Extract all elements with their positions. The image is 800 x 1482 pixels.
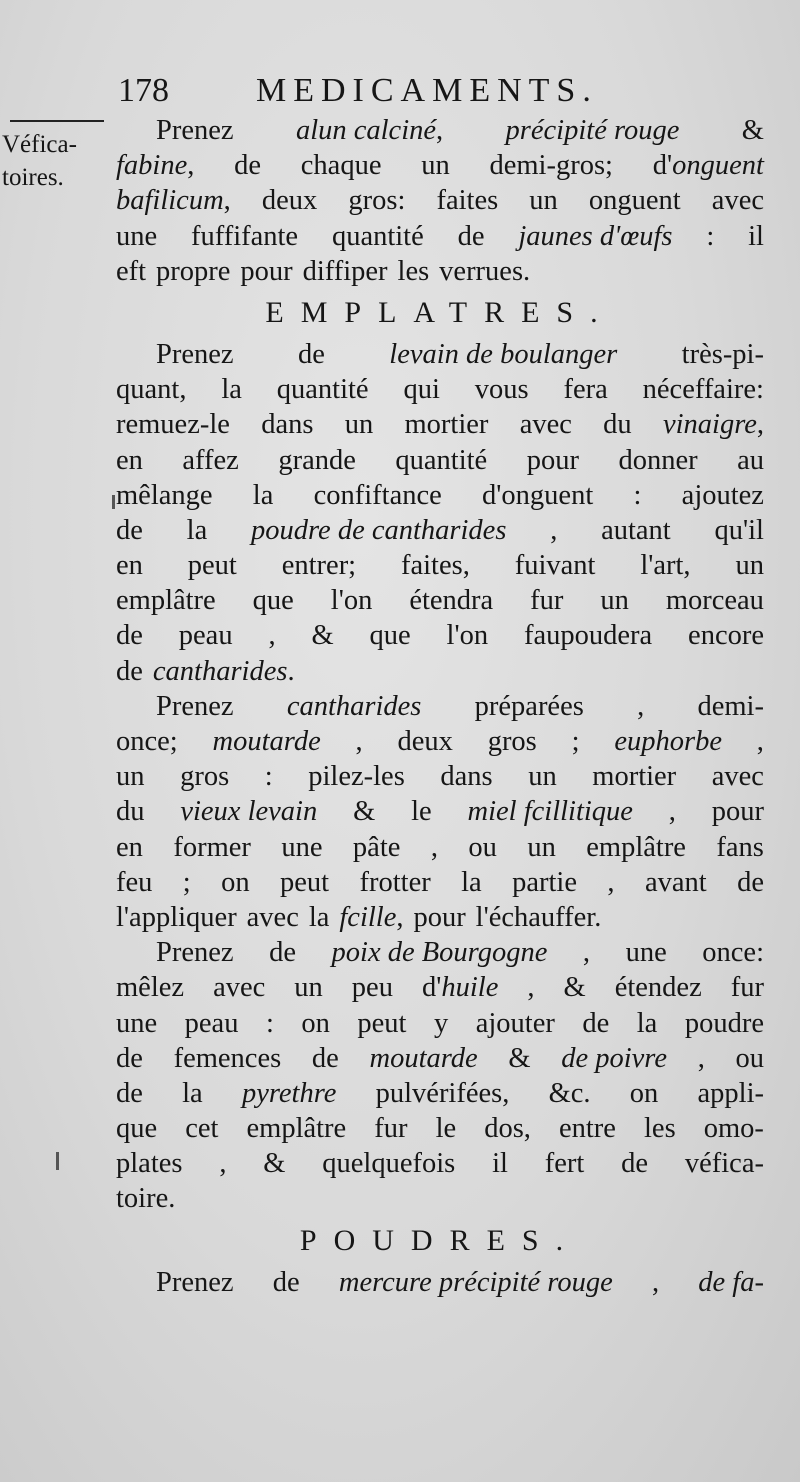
margin-rule — [10, 120, 104, 122]
word: propre — [156, 255, 231, 287]
word: mêlez — [116, 972, 185, 1004]
paragraph-mercure — [116, 1265, 764, 1300]
word: & — [741, 115, 764, 146]
word: avec — [246, 901, 299, 933]
word: on — [221, 866, 250, 898]
word: en — [116, 550, 143, 582]
word: dos, — [484, 1113, 531, 1145]
word: vieux levain — [180, 796, 318, 828]
word: , — [697, 1042, 705, 1074]
word: mortier — [592, 761, 677, 793]
word: verrues. — [439, 255, 531, 287]
word: mêlange — [116, 479, 213, 511]
word: poudre de cantharides — [251, 514, 507, 546]
paragraph-cantharides — [116, 689, 764, 935]
word: de — [621, 1148, 649, 1180]
word: quelquefois — [322, 1148, 456, 1180]
word: jaunes d'œufs — [518, 220, 673, 252]
word: de — [737, 866, 764, 898]
word: : — [264, 761, 273, 793]
margin-note — [2, 128, 108, 194]
text-line — [116, 337, 764, 372]
word: du — [116, 796, 145, 828]
word: euphorbe — [614, 726, 722, 757]
word: cet — [185, 1113, 219, 1145]
word: & — [508, 1042, 531, 1074]
word: demi- — [697, 690, 764, 722]
text-line — [116, 254, 764, 289]
word: avec — [711, 185, 764, 217]
word: omo- — [703, 1113, 764, 1145]
page-number: 178 — [118, 72, 169, 109]
word: de — [311, 1042, 339, 1074]
word: peut — [357, 1007, 407, 1039]
word: le — [435, 1113, 457, 1145]
word: fuivant — [514, 550, 596, 582]
word: l'on — [446, 620, 489, 652]
word: Prenez — [156, 690, 234, 722]
word: de poivre — [561, 1042, 667, 1074]
word: gros: — [348, 185, 406, 217]
word: emplâtre — [116, 585, 216, 617]
word: , — [268, 620, 276, 652]
word: de — [457, 220, 485, 252]
text-line — [116, 865, 764, 900]
word: qu'il — [714, 514, 764, 546]
word: de — [116, 620, 143, 652]
word: ; — [571, 726, 580, 757]
word: avec — [213, 972, 266, 1004]
word: , — [607, 866, 615, 898]
word: ajouter — [475, 1007, 555, 1039]
word: peau — [178, 620, 233, 652]
word: peu — [351, 972, 393, 1004]
word: un — [600, 585, 629, 617]
word: , — [756, 726, 764, 757]
word: en — [116, 444, 143, 476]
text-line — [116, 113, 764, 148]
word: ou — [468, 831, 497, 863]
word: partie — [512, 866, 578, 898]
word: , — [527, 972, 535, 1004]
word: l'appliquer — [116, 901, 237, 933]
word: en — [116, 831, 143, 863]
word: peut — [187, 550, 237, 582]
margin-speck — [112, 495, 115, 509]
word: la — [182, 1077, 203, 1109]
word: ; — [182, 866, 191, 898]
word: bafilicum, — [116, 185, 231, 217]
word: un — [529, 185, 558, 217]
word: de fa- — [698, 1266, 764, 1298]
word: pour — [711, 796, 764, 828]
text-line — [116, 1265, 764, 1300]
text-line — [116, 548, 764, 583]
word: quantité — [276, 374, 369, 406]
word: plates — [116, 1148, 183, 1180]
word: une — [625, 937, 667, 969]
word: la — [308, 901, 330, 933]
text-line — [116, 478, 764, 513]
text-line — [116, 183, 764, 218]
word: pyrethre — [241, 1077, 337, 1109]
word: remuez-le — [116, 409, 230, 441]
word: &c. — [548, 1077, 591, 1109]
word: femences — [173, 1042, 282, 1074]
margin-note-line: toires. — [2, 164, 64, 191]
text-line — [116, 935, 764, 970]
word: avant — [644, 866, 707, 898]
word: un — [421, 150, 450, 182]
text-line — [116, 689, 764, 724]
body-text — [116, 113, 764, 1300]
text-line — [116, 1076, 764, 1111]
text-line — [116, 830, 764, 865]
word: alun calciné, — [295, 115, 444, 146]
section-title-poudres: POUDRES. — [299, 1223, 581, 1257]
word: pour — [526, 444, 579, 476]
word: de — [234, 150, 262, 182]
word: appli- — [697, 1077, 764, 1109]
word: : — [706, 220, 715, 252]
text-line — [116, 1006, 764, 1041]
word: feu — [116, 866, 153, 898]
word: gros — [180, 761, 230, 793]
word: pâte — [352, 831, 401, 863]
word: , — [550, 514, 558, 546]
margin-note-line: Véfica- — [2, 131, 77, 158]
word: former — [173, 831, 251, 863]
text-line — [116, 407, 764, 442]
word: once: — [702, 937, 764, 969]
word: moutarde — [369, 1042, 478, 1074]
word: donner — [618, 444, 698, 476]
word: précipité rouge — [505, 115, 680, 146]
word: gros — [487, 726, 537, 757]
word: diffiper — [302, 255, 388, 287]
text-line — [116, 618, 764, 653]
word: une — [116, 1007, 158, 1039]
word: d'onguent — [482, 479, 594, 511]
word: autant — [601, 514, 671, 546]
word: il — [492, 1148, 508, 1180]
word: faites — [436, 185, 499, 217]
word: le — [411, 796, 432, 828]
word: un — [527, 831, 556, 863]
text-line — [116, 900, 764, 935]
word: qui — [403, 374, 440, 406]
word: ajoutez — [681, 479, 764, 511]
word: Prenez — [156, 115, 234, 146]
word: morceau — [665, 585, 764, 617]
word: y — [433, 1007, 449, 1039]
word: confiftance — [313, 479, 442, 511]
word: frotter — [359, 866, 431, 898]
word: , — [430, 831, 438, 863]
text-line — [116, 794, 764, 829]
word: avec — [519, 409, 572, 441]
word: fur — [530, 585, 564, 617]
word: un — [735, 550, 764, 582]
word: l'échauffer. — [475, 901, 602, 933]
word: de — [582, 1007, 610, 1039]
word: once; — [116, 726, 178, 757]
text-line — [116, 654, 764, 689]
word: d'huile — [421, 972, 499, 1004]
word: emplâtre — [246, 1113, 347, 1145]
word: grande — [278, 444, 356, 476]
word: de — [272, 1266, 300, 1298]
word: que — [252, 585, 294, 617]
word: cantharides. — [152, 655, 295, 687]
paragraph-alun — [116, 113, 764, 289]
word: fuffifante — [191, 220, 299, 252]
word: Prenez — [156, 937, 234, 969]
running-title: MEDICAMENTS. — [256, 72, 598, 109]
word: fans — [716, 831, 764, 863]
word: les — [644, 1113, 676, 1145]
text-line — [116, 759, 764, 794]
word: poudre — [684, 1007, 764, 1039]
word: vous — [474, 374, 529, 406]
word: , — [355, 726, 363, 757]
word: toire. — [116, 1183, 176, 1215]
word: que — [369, 620, 411, 652]
word: de — [116, 514, 143, 546]
word: faites, — [400, 550, 470, 582]
word: & — [563, 972, 586, 1004]
word: fera — [563, 374, 608, 406]
word: eft — [116, 255, 147, 287]
word: quantité — [331, 220, 424, 252]
word: chaque — [300, 150, 382, 182]
word: fur — [730, 972, 764, 1004]
word: dans — [440, 761, 493, 793]
word: fcille, — [339, 901, 404, 933]
text-line — [116, 513, 764, 548]
word: un — [344, 409, 374, 441]
word: fabine, — [116, 150, 195, 182]
word: & — [311, 620, 334, 652]
text-line — [116, 724, 764, 759]
word: très-pi- — [681, 338, 764, 370]
word: Prenez — [156, 338, 234, 370]
word: on — [629, 1077, 659, 1109]
word: , — [219, 1148, 227, 1180]
word: deux — [261, 185, 318, 217]
paragraph-poix — [116, 935, 764, 1217]
word: mercure précipité rouge — [338, 1266, 613, 1298]
word: l'on — [330, 585, 373, 617]
word: mortier — [404, 409, 489, 441]
word: : — [633, 479, 642, 511]
word: poix de Bourgogne — [331, 937, 548, 969]
text-line — [116, 1146, 764, 1181]
word: que — [116, 1113, 158, 1145]
word: la — [252, 479, 274, 511]
text-line — [116, 1041, 764, 1076]
word: préparées — [474, 690, 584, 722]
word: deux — [397, 726, 453, 757]
word: avec — [711, 761, 764, 793]
text-line — [116, 1181, 764, 1216]
word: peau — [184, 1007, 239, 1039]
word: entre — [558, 1113, 616, 1145]
word: emplâtre — [586, 831, 686, 863]
text-line — [116, 1111, 764, 1146]
word: la — [221, 374, 242, 406]
word: étendra — [409, 585, 494, 617]
word: du — [603, 409, 632, 441]
word: Prenez — [156, 1266, 234, 1298]
word: cantharides — [286, 690, 422, 722]
word: pulvérifées, — [375, 1077, 510, 1109]
page-header — [118, 72, 718, 116]
word: les — [397, 255, 430, 287]
word: un — [116, 761, 145, 793]
text-line — [116, 583, 764, 618]
word: moutarde — [212, 726, 321, 757]
word: la — [636, 1007, 658, 1039]
word: un — [294, 972, 323, 1004]
word: la — [461, 866, 482, 898]
word: : — [265, 1007, 274, 1039]
word: fur — [374, 1113, 408, 1145]
word: faupoudera — [523, 620, 653, 652]
word: quantité — [395, 444, 488, 476]
word: d'onguent — [652, 150, 764, 182]
word: quant, — [116, 374, 187, 406]
word: une — [116, 220, 158, 252]
word: de — [269, 937, 296, 969]
word: , — [637, 690, 645, 722]
word: pour — [240, 255, 293, 287]
word: encore — [688, 620, 764, 652]
word: dans — [261, 409, 314, 441]
word: demi-gros; — [489, 150, 613, 182]
word: de — [297, 338, 325, 370]
word: un — [528, 761, 557, 793]
text-line — [116, 970, 764, 1005]
word: l'art, — [640, 550, 691, 582]
margin-speck — [56, 1152, 59, 1170]
word: la — [186, 514, 208, 546]
word: onguent — [588, 185, 681, 217]
word: il — [748, 220, 764, 252]
word: vinaigre, — [662, 409, 764, 441]
word: affez — [182, 444, 239, 476]
word: étendez — [614, 972, 702, 1004]
word: miel fcillitique — [467, 796, 633, 828]
word: entrer; — [281, 550, 357, 582]
word: , — [668, 796, 676, 828]
text-line — [116, 372, 764, 407]
word: ou — [735, 1042, 764, 1074]
word: on — [301, 1007, 330, 1039]
word: peut — [280, 866, 330, 898]
word: , — [651, 1266, 660, 1298]
word: pilez-les — [308, 761, 405, 793]
text-line — [116, 148, 764, 183]
word: & — [353, 796, 376, 828]
word: de — [116, 655, 143, 687]
text-line — [116, 443, 764, 478]
word: de — [116, 1077, 143, 1109]
text-line — [116, 219, 764, 254]
word: une — [281, 831, 323, 863]
word: néceffaire: — [642, 374, 764, 406]
paragraph-levain — [116, 337, 764, 689]
word: au — [737, 444, 764, 476]
word: véfica- — [684, 1148, 764, 1180]
word: de — [116, 1042, 143, 1074]
word: , — [582, 937, 591, 969]
section-title-emplatres: EMPLATRES. — [265, 295, 615, 329]
word: levain de boulanger — [389, 338, 618, 370]
word: fert — [544, 1148, 585, 1180]
word: pour — [413, 901, 466, 933]
word: & — [263, 1148, 286, 1180]
